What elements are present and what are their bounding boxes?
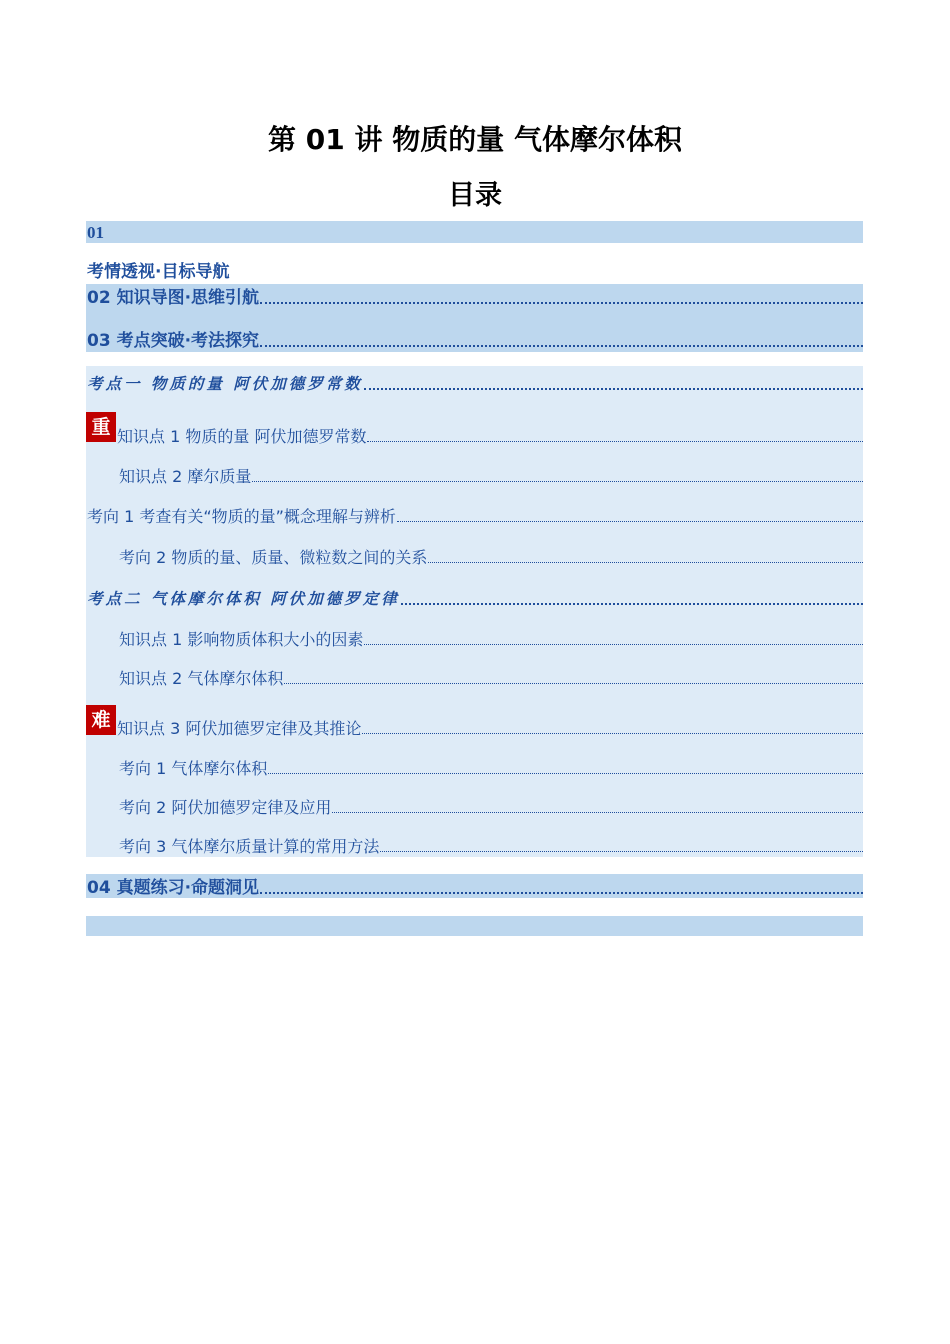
toc-entry-02[interactable] bbox=[87, 286, 863, 310]
toc-entry-kd2-kaoxiang-3[interactable] bbox=[119, 835, 863, 859]
toc-entry-label: 考点一 物质的量 阿伏加德罗常数 bbox=[87, 374, 363, 393]
toc-entry-label: 04 真题练习·命题洞见 bbox=[87, 878, 260, 898]
toc-entry-kd2-kaoxiang-1[interactable] bbox=[119, 757, 863, 781]
leader-dots bbox=[364, 644, 863, 645]
toc-entry-label: 知识点 2 气体摩尔体积 bbox=[119, 669, 284, 688]
toc-entry-kaodian-2[interactable] bbox=[87, 587, 863, 611]
toc-entry-kd1-zhishidian-2[interactable] bbox=[119, 465, 863, 489]
toc-entry-kd1-zhishidian-1[interactable] bbox=[117, 425, 863, 449]
band-footer bbox=[86, 916, 863, 936]
toc-entry-kd2-zhishidian-3[interactable] bbox=[117, 717, 863, 741]
leader-dots bbox=[397, 521, 863, 522]
toc-entry-04[interactable] bbox=[87, 876, 863, 900]
leader-dots bbox=[260, 892, 863, 894]
toc-entry-label: 考向 2 阿伏加德罗定律及应用 bbox=[119, 798, 332, 817]
leader-dots bbox=[332, 812, 863, 813]
leader-dots bbox=[380, 851, 863, 852]
toc-entry-kd2-kaoxiang-2[interactable] bbox=[119, 796, 863, 820]
leader-dots bbox=[260, 345, 863, 347]
leader-dots bbox=[268, 773, 863, 774]
toc-entry-label: 考点二 气体摩尔体积 阿伏加德罗定律 bbox=[87, 589, 400, 608]
leader-dots bbox=[428, 562, 863, 563]
toc-entry-label: 知识点 3 阿伏加德罗定律及其推论 bbox=[117, 719, 362, 738]
leader-dots bbox=[362, 733, 863, 734]
toc-entry-03[interactable] bbox=[87, 329, 863, 353]
toc-entry-label: 02 知识导图·思维引航 bbox=[87, 288, 260, 308]
toc-heading: 目录 bbox=[448, 180, 502, 211]
leader-dots bbox=[364, 388, 863, 390]
leader-dots bbox=[367, 441, 863, 442]
leader-dots bbox=[252, 481, 863, 482]
page-title: 第 01 讲 物质的量 气体摩尔体积 bbox=[268, 123, 682, 156]
toc-entry-label: 知识点 1 影响物质体积大小的因素 bbox=[119, 630, 364, 649]
leader-dots bbox=[284, 683, 863, 684]
toc-entry-kd1-kaoxiang-2[interactable] bbox=[119, 546, 863, 570]
toc-entry-label: 01 bbox=[87, 223, 104, 242]
important-badge-icon: 重 bbox=[86, 412, 116, 442]
toc-entry-label: 考向 1 考查有关“物质的量”概念理解与辨析 bbox=[87, 507, 396, 526]
toc-entry-label: 考情透视·目标导航 bbox=[87, 262, 230, 282]
toc-entry-label: 知识点 1 物质的量 阿伏加德罗常数 bbox=[117, 427, 367, 446]
leader-dots bbox=[260, 302, 863, 304]
toc-entry-kd2-zhishidian-1[interactable] bbox=[119, 628, 863, 652]
toc-entry-label: 03 考点突破·考法探究 bbox=[87, 331, 260, 351]
toc-entry-kaodian-1[interactable] bbox=[87, 372, 863, 396]
toc-entry-label: 知识点 2 摩尔质量 bbox=[119, 467, 252, 486]
toc-entry-kd2-zhishidian-2[interactable] bbox=[119, 667, 863, 691]
toc-entry-label: 考向 3 气体摩尔质量计算的常用方法 bbox=[119, 837, 380, 856]
difficult-badge-icon: 难 bbox=[86, 705, 116, 735]
toc-entry-label: 考向 2 物质的量、质量、微粒数之间的关系 bbox=[119, 548, 428, 567]
toc-entry-01[interactable] bbox=[87, 260, 863, 284]
toc-entry-label: 考向 1 气体摩尔体积 bbox=[119, 759, 268, 778]
toc-entry-kd1-kaoxiang-1[interactable] bbox=[87, 505, 863, 529]
toc-entry-01-number[interactable] bbox=[87, 221, 863, 245]
leader-dots bbox=[401, 603, 863, 605]
